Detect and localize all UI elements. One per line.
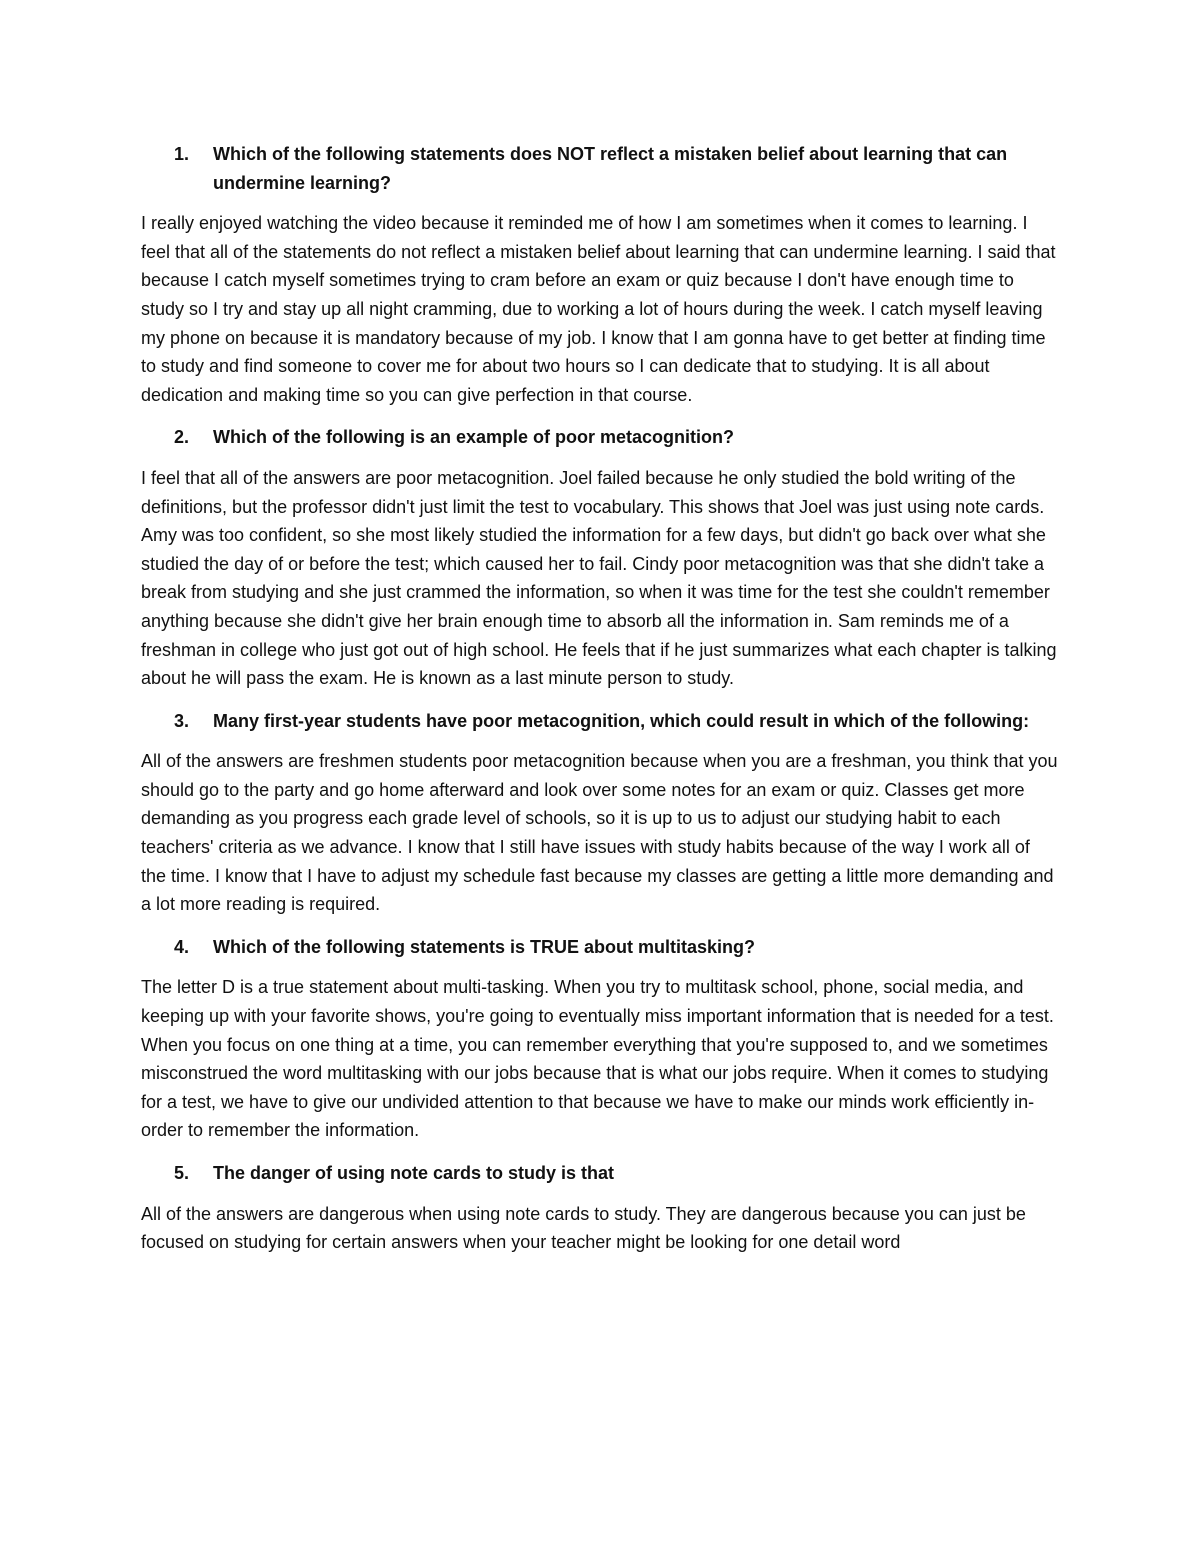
question-heading xyxy=(141,423,1059,452)
answer-paragraph: All of the answers are freshmen students poor metacognition because when you are a freshman, you think that you should go to the party and go home afterward and look over some notes for an exam or quiz. Classes get more demanding as you progress each grade level of schools, so it is up to us to adjust our studying habit to each teachers' criteria as we advance. I know that I still have issues with study habits because of the way I work all of the time. I know that I have to adjust my schedule fast because my classes are getting a little more demanding and a lot more reading is required. xyxy=(141,751,1058,915)
answer-paragraph: I feel that all of the answers are poor metacognition. Joel failed because he only studied the bold writing of the definitions, but the professor didn't just limit the test to vocabulary. This shows that Joel was just using note cards. Amy was too confident, so she most likely studied the information for a few days, but didn't go back over what she studied the day of or before the test; which caused her to fail. Cindy poor metacognition was that she didn't take a break from studying and she just crammed the information, so when it was time for the test she couldn't remember anything because she didn't give her brain enough time to absorb all the information in. Sam reminds me of a freshman in college who just got out of high school. He feels that if he just summarizes what each chapter is talking about he will pass the exam. He is known as a last minute person to study. xyxy=(141,467,1057,689)
question-number: 4. xyxy=(174,936,190,957)
question-text: Many first-year students have poor metacognition, which could result in which of the following: xyxy=(213,710,1030,731)
question-heading xyxy=(141,140,1059,197)
question-item-1 xyxy=(141,140,1059,409)
question-heading xyxy=(141,1159,1059,1188)
question-number: 3. xyxy=(174,710,190,731)
question-number: 1. xyxy=(174,144,190,164)
question-heading xyxy=(141,707,1059,736)
answer-paragraph: I really enjoyed watching the video because it reminded me of how I am sometimes when it comes to learning. I feel that all of the statements do not reflect a mistaken belief about learning that can undermine learning. I said that because I catch myself sometimes trying to cram before an exam or quiz because I don't have enough time to study so I try and stay up all night cramming, due to working a lot of hours during the week. I catch myself leaving my phone on because it is mandatory because of my job. I know that I am gonna have to get better at finding time to study and find someone to cover me for about two hours so I can dedicate that to studying. It is all about dedication and making time so you can give perfection in that course. xyxy=(141,213,1056,405)
answer-paragraph: All of the answers are dangerous when using note cards to study. They are dangerous because you can just be focused on studying for certain answers when your teacher might be looking for one detail word xyxy=(141,1203,1026,1253)
document-body xyxy=(141,140,1059,1271)
question-text: Which of the following statements does NOT reflect a mistaken belief about learning that can undermine learning? xyxy=(213,144,1008,193)
question-text: Which of the following statements is TRUE about multitasking? xyxy=(213,936,756,957)
question-item-4 xyxy=(141,933,1059,1145)
question-heading xyxy=(141,933,1059,962)
question-item-5 xyxy=(141,1159,1059,1257)
question-item-3 xyxy=(141,707,1059,919)
question-text: The danger of using note cards to study is that xyxy=(213,1163,615,1183)
question-number: 2. xyxy=(174,427,190,448)
question-text: Which of the following is an example of poor metacognition? xyxy=(213,427,735,448)
question-item-2 xyxy=(141,423,1059,692)
question-number: 5. xyxy=(174,1163,190,1183)
answer-paragraph: The letter D is a true statement about multi-tasking. When you try to multitask school, phone, social media, and keeping up with your favorite shows, you're going to eventually miss important information that is needed for a test. When you focus on one thing at a time, you can remember everything that you're supposed to, and we sometimes misconstrued the word multitasking with our jobs because that is what our jobs require. When it comes to studying for a test, we have to give our undivided attention to that because we have to make our minds work efficiently in- order to remember the information. xyxy=(141,977,1054,1141)
